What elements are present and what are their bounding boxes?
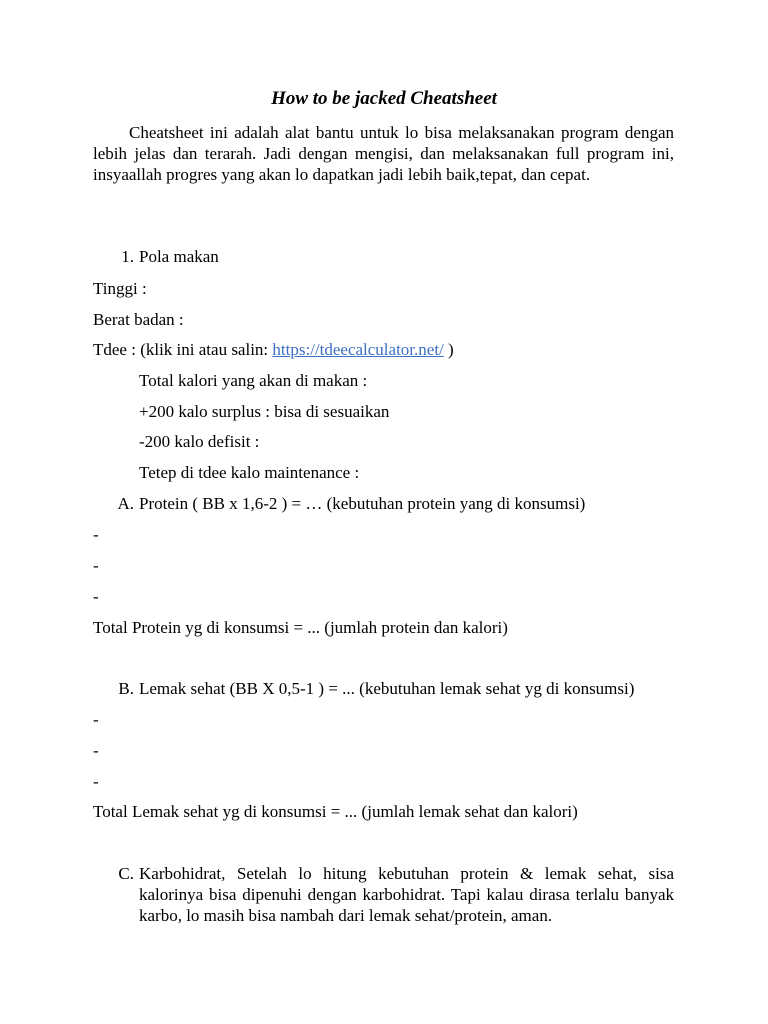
tdee-prefix: Tdee : (klik ini atau salin: [93,340,273,359]
tinggi-label: Tinggi : [93,279,147,298]
lemak-dash-1: - [93,710,99,729]
item-b-letter: B. [118,679,134,698]
defisit-line: -200 kalo defisit : [139,432,260,451]
section-1-heading: Pola makan [139,247,219,266]
protein-dash-3: - [93,587,99,606]
item-c-karbohidrat: Karbohidrat, Setelah lo hitung kebutuhan protein & lemak sehat, sisa kalorinya bisa dipenuhi dengan karbohidrat. Tapi kalau dirasa terlalu banyak karbo, lo masih bisa nambah dari lemak sehat/protein, aman. [139,864,674,925]
tdee-suffix: ) [443,340,454,359]
lemak-dash-3: - [93,772,99,791]
lemak-dash-2: - [93,741,99,760]
total-kalori-line: Total kalori yang akan di makan : [139,371,368,390]
item-a-letter: A. [117,494,134,513]
total-protein-line: Total Protein yg di konsumsi = ... (jumlah protein dan kalori) [93,618,508,637]
item-b-lemak-sehat: Lemak sehat (BB X 0,5-1 ) = ... (kebutuhan lemak sehat yg di konsumsi) [139,679,635,698]
surplus-line: +200 kalo surplus : bisa di sesuaikan [139,402,390,421]
total-lemak-line: Total Lemak sehat yg di konsumsi = ... (jumlah lemak sehat dan kalori) [93,802,578,821]
maintenance-line: Tetep di tdee kalo maintenance : [139,463,360,482]
section-1-number: 1. [121,247,134,266]
protein-dash-2: - [93,556,99,575]
protein-dash-1: - [93,525,99,544]
item-c-letter: C. [118,864,134,883]
berat-badan-label: Berat badan : [93,310,184,329]
tdee-calculator-link[interactable]: https://tdeecalculator.net/ [272,340,444,359]
item-a-protein: Protein ( BB x 1,6-2 ) = … (kebutuhan protein yang di konsumsi) [139,494,586,513]
document-title: How to be jacked Cheatsheet [271,88,497,109]
intro-paragraph: Cheatsheet ini adalah alat bantu untuk lo bisa melaksanakan program dengan lebih jelas dan terarah. Jadi dengan mengisi, dan melaksanakan full program ini, insyaallah progres yang akan lo dapatkan jadi lebih baik,tepat, dan cepat. [93,123,674,184]
tdee-line [93,339,454,360]
